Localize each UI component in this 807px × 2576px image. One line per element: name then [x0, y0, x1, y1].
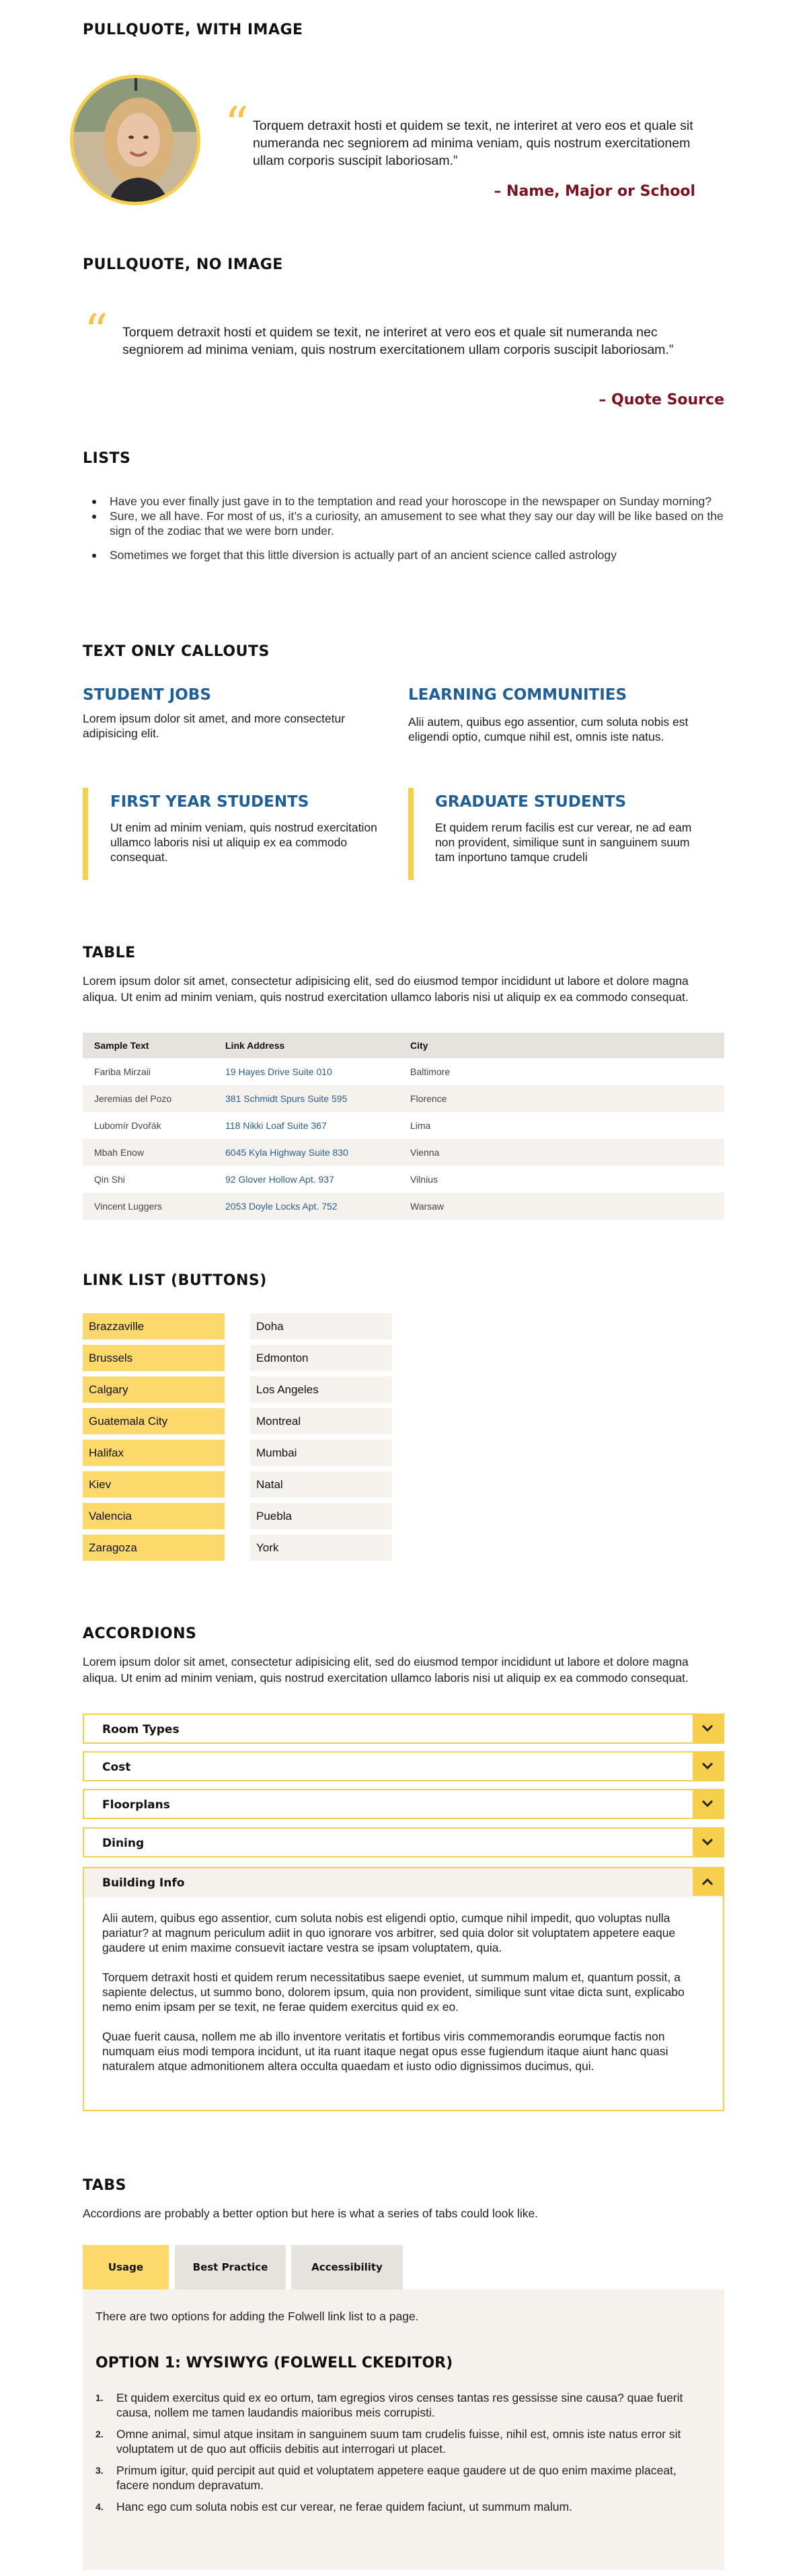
list-item: 3. Primum igitur, quid percipit aut quid et voluptatem appetere eaque gaudere ut de quo enim maxime placeat, facere nondum depravatum. [95, 2464, 677, 2492]
accordion-label: Dining [102, 1837, 145, 1850]
tabs-intro: Accordions are probably a better option but here is what a series of tabs could look like. [83, 2207, 539, 2220]
address-link[interactable]: 92 Glover Hollow Apt. 937 [225, 1174, 334, 1185]
column-header: Sample Text [83, 1033, 214, 1058]
section-heading-accordions: ACCORDIONS [83, 1625, 197, 1642]
table-cell: Baltimore [410, 1066, 451, 1077]
table-row [83, 1085, 724, 1112]
list-item: Sure, we all have. For most of us, it’s a curiosity, an amusement to see what they say our day will be like based on the sign of the zodiac that we were born under. [83, 509, 724, 538]
callout-body: Et quidem rerum facilis est cur verear, ne ad eam non provident, similique sunt in sanguinem suum tam inportuno tamque crudeli [435, 821, 692, 864]
link-button-natal[interactable]: Natal [250, 1471, 392, 1498]
table-row [83, 1166, 724, 1193]
tab-usage[interactable]: Usage [83, 2245, 169, 2289]
table-row [83, 1139, 724, 1166]
list-item: 1. Et quidem exercitus quid ex eo ortum, tam egregios viros censes tantas res gessisse sine causa? quae fuerit causa, nollem me tamen laudandis maioribus meis corrupisti. [95, 2391, 683, 2419]
steps-list [95, 2390, 707, 2514]
link-button-los-angeles[interactable]: Los Angeles [250, 1376, 392, 1403]
chevron-down-icon[interactable] [693, 1753, 723, 1780]
table-cell: Lima [410, 1120, 431, 1131]
address-link[interactable]: 2053 Doyle Locks Apt. 752 [214, 1193, 399, 1220]
callout-title: STUDENT JOBS [83, 686, 211, 704]
accordion-floorplans[interactable] [83, 1789, 724, 1819]
list-item: Have you ever finally just gave in to the temptation and read your horoscope in the newspaper on Sunday morning? [83, 494, 724, 509]
link-button-edmonton[interactable]: Edmonton [250, 1345, 392, 1371]
link-button-kiev[interactable]: Kiev [83, 1471, 225, 1498]
accordion-label: Building Info [102, 1876, 185, 1890]
tab-best-practice[interactable]: Best Practice [175, 2245, 286, 2289]
list-item: 2. Omne animal, simul atque insitam in sanguinem suum tam crudelis fuisse, nihil est, omnis iste natus error sit voluptatem ut de quo aut officiis debitis aut interrogari ut placet. [95, 2427, 681, 2456]
accordion-label: Floorplans [102, 1798, 170, 1812]
table-cell: Fariba Mirzaii [94, 1066, 151, 1077]
accordion-label: Cost [102, 1761, 131, 1774]
panel-subheading: OPTION 1: WYSIWYG (FOLWELL CKEDITOR) [95, 2355, 453, 2371]
callout-title: GRADUATE STUDENTS [435, 793, 627, 811]
link-button-doha[interactable]: Doha [250, 1313, 392, 1339]
link-button-valencia[interactable]: Valencia [83, 1503, 225, 1529]
link-button-guatemala-city[interactable]: Guatemala City [83, 1408, 225, 1434]
table-cell: Jeremias del Pozo [83, 1085, 214, 1112]
section-heading-callouts: TEXT ONLY CALLOUTS [83, 643, 270, 660]
chevron-down-icon[interactable] [693, 1829, 723, 1856]
table-header-row [83, 1033, 724, 1058]
table-cell: Vilnius [410, 1174, 438, 1185]
link-button-zaragoza[interactable]: Zaragoza [83, 1535, 225, 1561]
table-cell: Warsaw [399, 1193, 724, 1220]
link-button-halifax[interactable]: Halifax [83, 1440, 225, 1466]
column-header: Link Address [214, 1033, 399, 1058]
callout-title: FIRST YEAR STUDENTS [110, 793, 309, 811]
link-button-montreal[interactable]: Montreal [250, 1408, 392, 1434]
callout-body: Alii autem, quibus ego assentior, cum soluta nobis est eligendi optio, cumque nihil est, omnis iste natus. [408, 715, 689, 743]
list-item: Sometimes we forget that this little diversion is actually part of an ancient science called astrology [83, 548, 724, 562]
table-cell: Florence [399, 1085, 724, 1112]
address-link[interactable]: 6045 Kyla Highway Suite 830 [214, 1139, 399, 1166]
panel-paragraph: Quae fuerit causa, nollem me ab illo inventore veritatis et fortibus viris commemorandis eorumque factis non numquam eius modi tempora incidunt, ut ita ruant itaque negat opus esse fugiendum itaque aiunt hanc quasi naturalem atque admonitionem altera occulta quaedam et iusto odio dignissimos ducimus, qui. [102, 2030, 668, 2073]
step-text: Omne animal, simul atque insitam in sanguinem suum tam crudelis fuisse, nihil est, omnis iste natus error sit voluptatem ut de quo aut officiis debitis aut interrogari ut placet. [116, 2427, 681, 2456]
accordion-building-info[interactable] [83, 1867, 724, 1897]
table-cell: Qin Shi [94, 1174, 125, 1185]
chevron-down-icon[interactable] [693, 1790, 723, 1818]
portrait-illustration [73, 78, 200, 205]
callout-body: Lorem ipsum dolor sit amet, and more consectetur adipisicing elit. [83, 712, 346, 740]
list-item: 4. Hanc ego cum soluta nobis est cur verear, ne ferae quidem faciunt, ut summum malum. [95, 2500, 572, 2513]
quote-mark-icon: “ [84, 304, 108, 359]
table-cell: Vincent Luggers [83, 1193, 214, 1220]
bullet-list [83, 494, 724, 562]
table-intro: Lorem ipsum dolor sit amet, consectetur adipisicing elit, sed do eiusmod tempor incididunt ut labore et dolore magna aliqua. Ut enim ad minim veniam, quis nostrud exercitation ullamco laboris nisi ut aliquip ex ea commodo consequat. [83, 974, 689, 1004]
link-list-grey [250, 1313, 392, 1566]
table-cell: Mbah Enow [83, 1139, 214, 1166]
section-heading-pullquote-noimage: PULLQUOTE, NO IMAGE [83, 256, 283, 273]
link-button-york[interactable]: York [250, 1535, 392, 1561]
table-row [83, 1112, 724, 1139]
link-list-yellow [83, 1313, 225, 1566]
pullquote-text: Torquem detraxit hosti et quidem se texit, ne interiret at vero eos et quale sit numeranda nec segniorem ad minima veniam, quis nostrum exercitationem ullam corporis suscipit laboriosam.” [122, 325, 674, 357]
image-marker [134, 76, 137, 91]
panel-paragraph: Torquem detraxit hosti et quidem rerum necessitatibus saepe eveniet, ut summum malum et, quantum possit, a sapiente delectus, ut summo bono, dolorem ipsum, quia non provident, similique sunt vitae dicta sunt, explicabo nemo enim ipsam per se texit, ne ferae quidem exercitus quid ex eo. [102, 1971, 685, 2014]
link-button-mumbai[interactable]: Mumbai [250, 1440, 392, 1466]
accordions-intro: Lorem ipsum dolor sit amet, consectetur adipisicing elit, sed do eiusmod tempor incididunt ut labore et dolore magna aliqua. Ut enim ad minim veniam, quis nostrud exercitation ullamco laboris nisi ut aliquip ex ea commodo consequat. [83, 1655, 689, 1685]
section-heading-tabs: TABS [83, 2177, 126, 2194]
step-text: Hanc ego cum soluta nobis est cur verear, ne ferae quidem faciunt, ut summum malum. [116, 2500, 572, 2513]
pullquote-attribution: – Name, Major or School [494, 183, 695, 200]
section-heading-lists: LISTS [83, 450, 131, 467]
table-row [83, 1193, 724, 1220]
panel-paragraph: Alii autem, quibus ego assentior, cum soluta nobis est eligendi optio, cumque nihil impedit, quo voluptas nulla pariatur? at magnum periculum adiit in quo ignorare vos arbitrer, sed quia dolor sit voluptatem appetere eaque gaudere ut enim maxime consuevit iactare vestra se ipsam voluptatem, quia. [102, 1911, 676, 1954]
pullquote-text: Torquem detraxit hosti et quidem se texit, ne interiret at vero eos et quale sit numeranda nec segniorem ad minima veniam, quis nostrum exercitationem ullam corporis suscipit laboriosam.” [253, 118, 693, 168]
step-text: Et quidem exercitus quid ex eo ortum, tam egregios viros censes tantas res gessisse sine causa? quae fuerit causa, nollem me tamen laudandis maioribus meis corrupisti. [116, 2391, 683, 2419]
tab-panel-usage [83, 2289, 724, 2570]
table-cell: Vienna [399, 1139, 724, 1166]
quote-portrait-image [70, 75, 200, 205]
pullquote-attribution: – Quote Source [599, 392, 724, 408]
accordion-room-types[interactable] [83, 1714, 724, 1744]
address-link[interactable]: 19 Hayes Drive Suite 010 [225, 1066, 332, 1077]
section-heading-link-list: LINK LIST (BUTTONS) [83, 1272, 267, 1289]
address-link[interactable]: 118 Nikki Loaf Suite 367 [225, 1120, 327, 1131]
accordion-cost[interactable] [83, 1751, 724, 1781]
accordion-dining[interactable] [83, 1827, 724, 1857]
callout-accent-bar [408, 788, 414, 880]
link-button-puebla[interactable]: Puebla [250, 1503, 392, 1529]
chevron-up-icon[interactable] [693, 1868, 723, 1896]
column-header: City [399, 1033, 724, 1058]
section-heading-table: TABLE [83, 945, 136, 961]
link-button-brazzaville[interactable]: Brazzaville [83, 1313, 225, 1339]
step-text: Primum igitur, quid percipit aut quid et voluptatem appetere eaque gaudere ut de quo enim maxime placeat, facere nondum depravatum. [116, 2464, 677, 2492]
chevron-down-icon[interactable] [693, 1715, 723, 1742]
tab-accessibility[interactable]: Accessibility [291, 2245, 403, 2289]
address-link[interactable]: 381 Schmidt Spurs Suite 595 [214, 1085, 399, 1112]
table-row [83, 1058, 724, 1085]
callout-title: LEARNING COMMUNITIES [408, 686, 627, 704]
link-button-calgary[interactable]: Calgary [83, 1376, 225, 1403]
accordion-label: Room Types [102, 1723, 180, 1736]
table-cell: Lubomír Dvořák [94, 1120, 161, 1131]
panel-intro: There are two options for adding the Folwell link list to a page. [95, 2310, 419, 2323]
callout-body: Ut enim ad minim veniam, quis nostrud exercitation ullamco laboris nisi ut aliquip ex ea commodo consequat. [110, 821, 377, 864]
callout-accent-bar [83, 788, 88, 880]
section-heading-pullquote-image: PULLQUOTE, WITH IMAGE [83, 22, 303, 38]
quote-mark-icon: “ [225, 97, 249, 152]
link-button-brussels[interactable]: Brussels [83, 1345, 225, 1371]
data-table [83, 1033, 724, 1220]
accordion-panel-building-info [83, 1897, 724, 2111]
